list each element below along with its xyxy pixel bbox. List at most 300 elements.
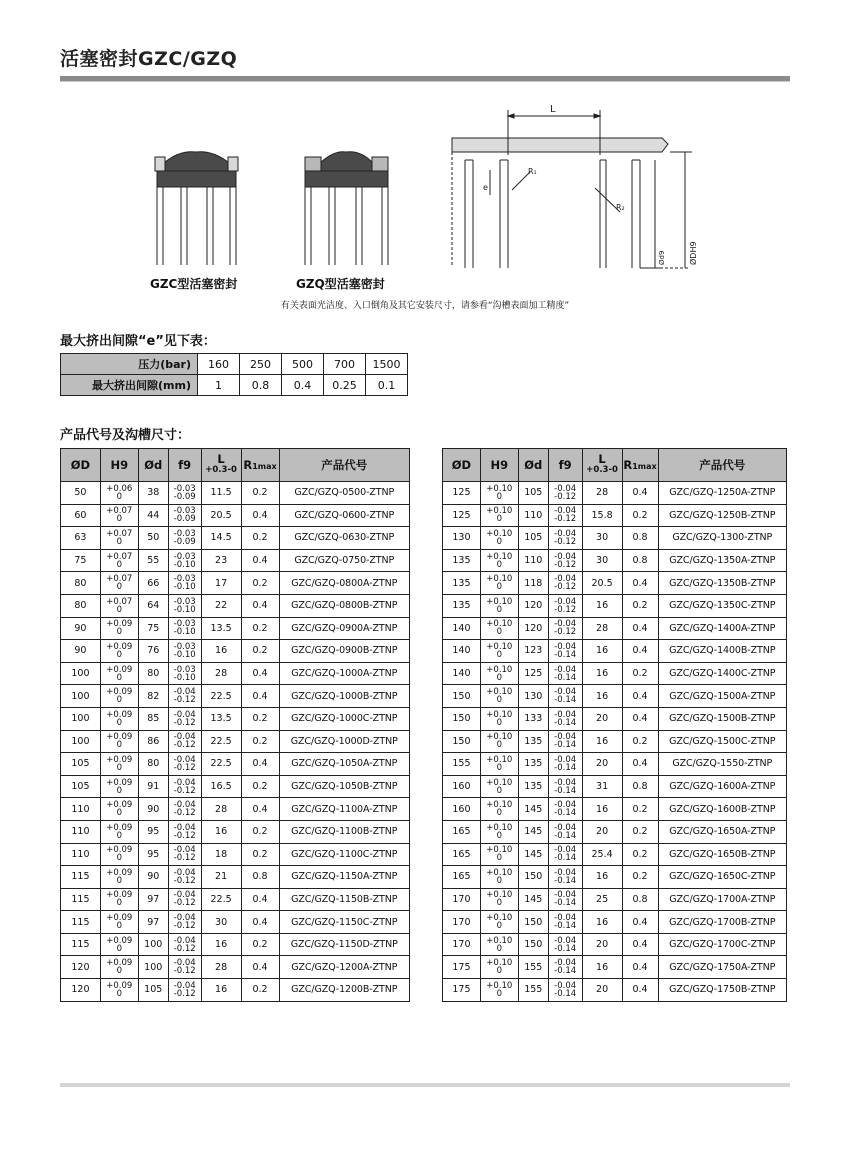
table-row <box>443 798 787 821</box>
cell-H9 <box>100 572 138 595</box>
spec-table-right <box>442 448 787 1002</box>
cell-f9 <box>168 549 201 572</box>
groove-drawing <box>452 110 692 268</box>
cell-D: 80 <box>61 572 101 595</box>
tol-lower: 0 <box>496 943 503 954</box>
cell-R: 0.4 <box>622 911 658 934</box>
cell-d: 95 <box>138 843 168 866</box>
tol-lower: 0 <box>116 785 123 796</box>
dim-e-label: e <box>483 183 488 192</box>
cell-R: 0.2 <box>622 594 658 617</box>
cell-product-code: GZC/GZQ-0900B-ZTNP <box>279 640 410 663</box>
tol-lower: -0.10 <box>173 627 196 638</box>
tol-upper: +0.09 <box>106 935 133 946</box>
tol-lower: 0 <box>496 808 503 819</box>
cell-product-code: GZC/GZQ-1600A-ZTNP <box>658 775 786 798</box>
tol-upper: -0.04 <box>554 596 577 607</box>
table-row <box>443 482 787 505</box>
cell-d: 100 <box>138 956 168 979</box>
cell-L: 21 <box>201 866 241 889</box>
cell-product-code: GZC/GZQ-1750A-ZTNP <box>658 956 786 979</box>
cell-L: 15.8 <box>582 504 622 527</box>
cell-H9 <box>480 933 518 956</box>
cell-product-code: GZC/GZQ-1600B-ZTNP <box>658 798 786 821</box>
tol-lower: 0 <box>496 536 503 547</box>
tol-lower: 0 <box>116 943 123 954</box>
cell-D: 170 <box>443 933 481 956</box>
tol-upper: +0.10 <box>486 551 513 562</box>
cell-product-code: GZC/GZQ-1700A-ZTNP <box>658 888 786 911</box>
cell-product-code: GZC/GZQ-0800A-ZTNP <box>279 572 410 595</box>
cell-L: 18 <box>201 843 241 866</box>
cell-H9 <box>480 775 518 798</box>
cell-R: 0.2 <box>622 504 658 527</box>
cell-d: 91 <box>138 775 168 798</box>
cell-H9 <box>100 549 138 572</box>
tol-lower: -0.14 <box>554 695 577 706</box>
cell-H9 <box>100 956 138 979</box>
cell-f9 <box>548 572 582 595</box>
tol-lower: 0 <box>116 717 123 728</box>
tol-upper: -0.04 <box>173 777 196 788</box>
cell-f9 <box>168 594 201 617</box>
cell-D: 105 <box>61 775 101 798</box>
tol-lower: -0.14 <box>554 717 577 728</box>
cell-D: 115 <box>61 911 101 934</box>
tol-lower: -0.09 <box>173 536 196 547</box>
cell-product-code: GZC/GZQ-1100C-ZTNP <box>279 843 410 866</box>
cell-d: 135 <box>518 730 548 753</box>
cell-D: 130 <box>443 527 481 550</box>
cell-d: 80 <box>138 662 168 685</box>
cell-d: 110 <box>518 549 548 572</box>
tol-upper: -0.04 <box>554 641 577 652</box>
pressure-label: 压力(bar) <box>61 354 198 375</box>
col-header-D: ØD <box>443 449 481 482</box>
table-row <box>61 979 410 1002</box>
cell-H9 <box>100 753 138 776</box>
cell-f9 <box>548 798 582 821</box>
cell-f9 <box>168 527 201 550</box>
cell-d: 150 <box>518 866 548 889</box>
tol-lower: -0.14 <box>554 921 577 932</box>
cell-H9 <box>100 662 138 685</box>
cell-product-code: GZC/GZQ-1100B-ZTNP <box>279 820 410 843</box>
cell-L: 16.5 <box>201 775 241 798</box>
cell-product-code: GZC/GZQ-1350A-ZTNP <box>658 549 786 572</box>
cell-d: 120 <box>518 617 548 640</box>
dim-D-label: ØDH9 <box>689 241 698 265</box>
tol-lower: 0 <box>496 830 503 841</box>
table-row <box>61 866 410 889</box>
tol-upper: +0.10 <box>486 574 513 585</box>
cell-D: 165 <box>443 843 481 866</box>
table-row <box>443 662 787 685</box>
cell-product-code: GZC/GZQ-1400C-ZTNP <box>658 662 786 685</box>
cell-f9 <box>548 933 582 956</box>
tol-lower: -0.10 <box>173 649 196 660</box>
pressure-cell: 500 <box>282 354 324 375</box>
tol-lower: -0.12 <box>173 988 196 999</box>
cell-H9 <box>100 911 138 934</box>
cell-f9 <box>168 640 201 663</box>
table-row <box>61 594 410 617</box>
tol-lower: 0 <box>116 627 123 638</box>
tol-lower: 0 <box>496 514 503 525</box>
table-row <box>443 753 787 776</box>
cell-product-code: GZC/GZQ-1350B-ZTNP <box>658 572 786 595</box>
cell-d: 85 <box>138 707 168 730</box>
tol-lower: -0.14 <box>554 988 577 999</box>
cell-product-code: GZC/GZQ-1400A-ZTNP <box>658 617 786 640</box>
cell-D: 100 <box>61 707 101 730</box>
tol-lower: 0 <box>496 672 503 683</box>
cell-L: 16 <box>582 798 622 821</box>
cell-H9 <box>100 775 138 798</box>
table-row <box>61 504 410 527</box>
tol-upper: -0.04 <box>554 890 577 901</box>
cell-product-code: GZC/GZQ-1250B-ZTNP <box>658 504 786 527</box>
tol-lower: -0.14 <box>554 875 577 886</box>
cell-product-code: GZC/GZQ-0750-ZTNP <box>279 549 410 572</box>
tol-upper: -0.04 <box>554 913 577 924</box>
tol-upper: +0.10 <box>486 596 513 607</box>
cell-L: 22.5 <box>201 888 241 911</box>
cell-D: 110 <box>61 820 101 843</box>
tol-upper: -0.03 <box>173 596 196 607</box>
tol-lower: 0 <box>496 875 503 886</box>
cell-D: 150 <box>443 707 481 730</box>
col-header-f9: f9 <box>548 449 582 482</box>
table-row <box>61 933 410 956</box>
tol-upper: +0.10 <box>486 687 513 698</box>
tol-lower: -0.12 <box>554 559 577 570</box>
cell-product-code: GZC/GZQ-1500B-ZTNP <box>658 707 786 730</box>
page-title: 活塞密封GZC/GZQ <box>60 48 238 70</box>
col-header-R <box>622 449 658 482</box>
cell-R: 0.2 <box>622 843 658 866</box>
cell-D: 115 <box>61 866 101 889</box>
table-row <box>61 730 410 753</box>
tol-lower: 0 <box>116 966 123 977</box>
tol-upper: +0.09 <box>106 732 133 743</box>
tol-lower: 0 <box>496 785 503 796</box>
tol-lower: 0 <box>496 582 503 593</box>
cell-H9 <box>480 640 518 663</box>
cell-f9 <box>548 527 582 550</box>
cell-D: 165 <box>443 820 481 843</box>
cell-D: 135 <box>443 572 481 595</box>
cell-D: 170 <box>443 888 481 911</box>
cell-d: 145 <box>518 843 548 866</box>
col-header-R-main: R <box>623 458 633 472</box>
cell-R: 0.4 <box>622 956 658 979</box>
cell-product-code: GZC/GZQ-1350C-ZTNP <box>658 594 786 617</box>
cell-product-code: GZC/GZQ-1150A-ZTNP <box>279 866 410 889</box>
cell-R: 0.2 <box>241 572 279 595</box>
cell-f9 <box>168 617 201 640</box>
tol-lower: 0 <box>496 695 503 706</box>
tol-lower: 0 <box>116 988 123 999</box>
tol-upper: +0.09 <box>106 958 133 969</box>
cell-f9 <box>548 979 582 1002</box>
cell-d: 125 <box>518 662 548 685</box>
cell-f9 <box>548 753 582 776</box>
tol-upper: +0.07 <box>106 574 133 585</box>
cell-H9 <box>100 979 138 1002</box>
tol-upper: -0.04 <box>554 845 577 856</box>
col-header-L-tol: +0.3-0 <box>205 465 237 475</box>
gzq-seal-drawing <box>305 152 388 265</box>
cell-L: 30 <box>582 549 622 572</box>
cell-H9 <box>480 549 518 572</box>
cell-f9 <box>168 979 201 1002</box>
cell-d: 82 <box>138 685 168 708</box>
col-header-R-main: R <box>243 458 253 472</box>
cell-f9 <box>548 730 582 753</box>
cell-H9 <box>100 617 138 640</box>
cell-product-code: GZC/GZQ-1050A-ZTNP <box>279 753 410 776</box>
spec-table-heading: 产品代号及沟槽尺寸： <box>60 428 191 443</box>
tol-lower: -0.12 <box>554 627 577 638</box>
cell-f9 <box>548 888 582 911</box>
tol-lower: 0 <box>116 536 123 547</box>
gap-cell: 0.1 <box>366 375 408 396</box>
tol-upper: -0.03 <box>173 664 196 675</box>
cell-D: 60 <box>61 504 101 527</box>
cell-f9 <box>168 753 201 776</box>
cell-f9 <box>548 911 582 934</box>
cell-d: 150 <box>518 911 548 934</box>
cell-H9 <box>100 820 138 843</box>
col-header-R <box>241 449 279 482</box>
tol-lower: -0.10 <box>173 672 196 683</box>
cell-product-code: GZC/GZQ-1200B-ZTNP <box>279 979 410 1002</box>
cell-R: 0.4 <box>241 549 279 572</box>
gap-table-heading: 最大挤出间隙“e”见下表： <box>60 334 216 349</box>
cell-R: 0.4 <box>622 979 658 1002</box>
cell-H9 <box>480 911 518 934</box>
table-row <box>443 775 787 798</box>
cell-L: 16 <box>201 820 241 843</box>
cell-R: 0.2 <box>241 482 279 505</box>
cell-H9 <box>480 504 518 527</box>
cell-D: 110 <box>61 843 101 866</box>
tol-lower: -0.12 <box>173 695 196 706</box>
cell-d: 145 <box>518 888 548 911</box>
cell-H9 <box>100 866 138 889</box>
cell-H9 <box>480 843 518 866</box>
cell-d: 145 <box>518 798 548 821</box>
cell-D: 100 <box>61 685 101 708</box>
cell-f9 <box>168 798 201 821</box>
cell-D: 50 <box>61 482 101 505</box>
pressure-cell: 1500 <box>366 354 408 375</box>
col-header-D: ØD <box>61 449 101 482</box>
table-row <box>61 798 410 821</box>
cell-d: 66 <box>138 572 168 595</box>
cell-f9 <box>548 707 582 730</box>
cell-d: 155 <box>518 956 548 979</box>
tol-lower: -0.14 <box>554 830 577 841</box>
cell-L: 28 <box>201 662 241 685</box>
cell-product-code: GZC/GZQ-1650C-ZTNP <box>658 866 786 889</box>
cell-H9 <box>480 798 518 821</box>
cell-D: 150 <box>443 685 481 708</box>
pressure-cell: 160 <box>198 354 240 375</box>
cell-f9 <box>168 572 201 595</box>
footer-rule <box>60 1083 790 1087</box>
spec-left-body <box>61 482 410 1002</box>
tol-lower: -0.14 <box>554 649 577 660</box>
gap-cell: 0.25 <box>324 375 366 396</box>
cell-H9 <box>480 572 518 595</box>
seal-diagram <box>140 100 700 300</box>
cell-R: 0.8 <box>241 866 279 889</box>
tol-upper: +0.10 <box>486 777 513 788</box>
tol-upper: +0.09 <box>106 822 133 833</box>
dim-r1-label: R₁ <box>528 167 537 176</box>
cell-f9 <box>548 594 582 617</box>
table-row <box>443 504 787 527</box>
cell-D: 155 <box>443 753 481 776</box>
tol-upper: -0.04 <box>173 709 196 720</box>
table-row <box>443 979 787 1002</box>
cell-d: 90 <box>138 866 168 889</box>
cell-f9 <box>548 549 582 572</box>
table-row <box>61 482 410 505</box>
cell-R: 0.4 <box>241 662 279 685</box>
tol-lower: 0 <box>116 762 123 773</box>
cell-L: 30 <box>201 911 241 934</box>
cell-D: 135 <box>443 594 481 617</box>
cell-H9 <box>480 527 518 550</box>
cell-product-code: GZC/GZQ-1000C-ZTNP <box>279 707 410 730</box>
cell-d: 150 <box>518 933 548 956</box>
tol-lower: -0.14 <box>554 898 577 909</box>
tol-lower: -0.14 <box>554 740 577 751</box>
col-header-L-tol: +0.3-0 <box>586 465 618 475</box>
table-row <box>61 753 410 776</box>
tol-upper: +0.10 <box>486 754 513 765</box>
cell-product-code: GZC/GZQ-0900A-ZTNP <box>279 617 410 640</box>
cell-R: 0.4 <box>622 753 658 776</box>
tol-upper: +0.09 <box>106 845 133 856</box>
cell-D: 90 <box>61 640 101 663</box>
tol-upper: +0.09 <box>106 777 133 788</box>
cell-L: 16 <box>582 594 622 617</box>
table-row <box>443 617 787 640</box>
install-note: 有关表面光洁度、入口倒角及其它安装尺寸，请参看“沟槽表面加工精度” <box>280 301 570 311</box>
cell-R: 0.4 <box>241 956 279 979</box>
cell-L: 28 <box>582 482 622 505</box>
tol-lower: -0.14 <box>554 785 577 796</box>
cell-R: 0.4 <box>241 594 279 617</box>
tol-upper: -0.04 <box>554 551 577 562</box>
cell-L: 14.5 <box>201 527 241 550</box>
cell-product-code: GZC/GZQ-1150D-ZTNP <box>279 933 410 956</box>
tol-upper: +0.09 <box>106 980 133 991</box>
tol-lower: 0 <box>116 672 123 683</box>
cell-D: 150 <box>443 730 481 753</box>
cell-R: 0.2 <box>241 617 279 640</box>
tol-upper: -0.04 <box>554 687 577 698</box>
tol-upper: +0.06 <box>106 483 133 494</box>
col-header-R-sub: 1max <box>252 462 277 471</box>
cell-f9 <box>168 662 201 685</box>
tol-upper: +0.10 <box>486 935 513 946</box>
table-row <box>443 685 787 708</box>
tol-lower: -0.10 <box>173 582 196 593</box>
cell-L: 16 <box>201 933 241 956</box>
cell-L: 30 <box>582 527 622 550</box>
tol-upper: -0.03 <box>173 506 196 517</box>
cell-H9 <box>480 707 518 730</box>
cell-L: 25.4 <box>582 843 622 866</box>
cell-product-code: GZC/GZQ-1050B-ZTNP <box>279 775 410 798</box>
col-header-L <box>201 449 241 482</box>
tol-upper: -0.04 <box>173 867 196 878</box>
tol-lower: -0.09 <box>173 514 196 525</box>
cell-L: 16 <box>582 956 622 979</box>
cell-H9 <box>100 482 138 505</box>
tol-upper: -0.03 <box>173 641 196 652</box>
table-row <box>61 617 410 640</box>
cell-product-code: GZC/GZQ-1500A-ZTNP <box>658 685 786 708</box>
cell-f9 <box>548 640 582 663</box>
tol-upper: +0.10 <box>486 528 513 539</box>
tol-upper: -0.04 <box>554 506 577 517</box>
tol-upper: +0.09 <box>106 664 133 675</box>
cell-R: 0.2 <box>241 640 279 663</box>
table-row <box>443 527 787 550</box>
tol-upper: -0.03 <box>173 483 196 494</box>
tol-lower: -0.12 <box>173 740 196 751</box>
cell-product-code: GZC/GZQ-1650A-ZTNP <box>658 820 786 843</box>
tol-lower: 0 <box>496 717 503 728</box>
col-header-L <box>582 449 622 482</box>
gap-row <box>61 375 408 396</box>
cell-L: 17 <box>201 572 241 595</box>
cell-L: 28 <box>201 798 241 821</box>
tol-upper: -0.04 <box>173 913 196 924</box>
tol-upper: -0.04 <box>554 574 577 585</box>
cell-f9 <box>548 843 582 866</box>
cell-R: 0.4 <box>241 685 279 708</box>
cell-d: 75 <box>138 617 168 640</box>
cell-d: 105 <box>138 979 168 1002</box>
cell-L: 16 <box>201 640 241 663</box>
tol-upper: +0.10 <box>486 845 513 856</box>
tol-upper: +0.09 <box>106 641 133 652</box>
cell-f9 <box>548 482 582 505</box>
cell-L: 28 <box>201 956 241 979</box>
tol-upper: +0.09 <box>106 619 133 630</box>
cell-H9 <box>100 594 138 617</box>
tol-lower: -0.12 <box>554 604 577 615</box>
cell-f9 <box>168 685 201 708</box>
cell-product-code: GZC/GZQ-1700C-ZTNP <box>658 933 786 956</box>
dim-l-label: L <box>550 104 556 115</box>
cell-L: 20 <box>582 707 622 730</box>
tol-lower: 0 <box>116 853 123 864</box>
cell-d: 90 <box>138 798 168 821</box>
tol-lower: -0.09 <box>173 491 196 502</box>
cell-d: 130 <box>518 685 548 708</box>
cell-L: 22.5 <box>201 753 241 776</box>
cell-L: 22 <box>201 594 241 617</box>
table-row <box>61 640 410 663</box>
